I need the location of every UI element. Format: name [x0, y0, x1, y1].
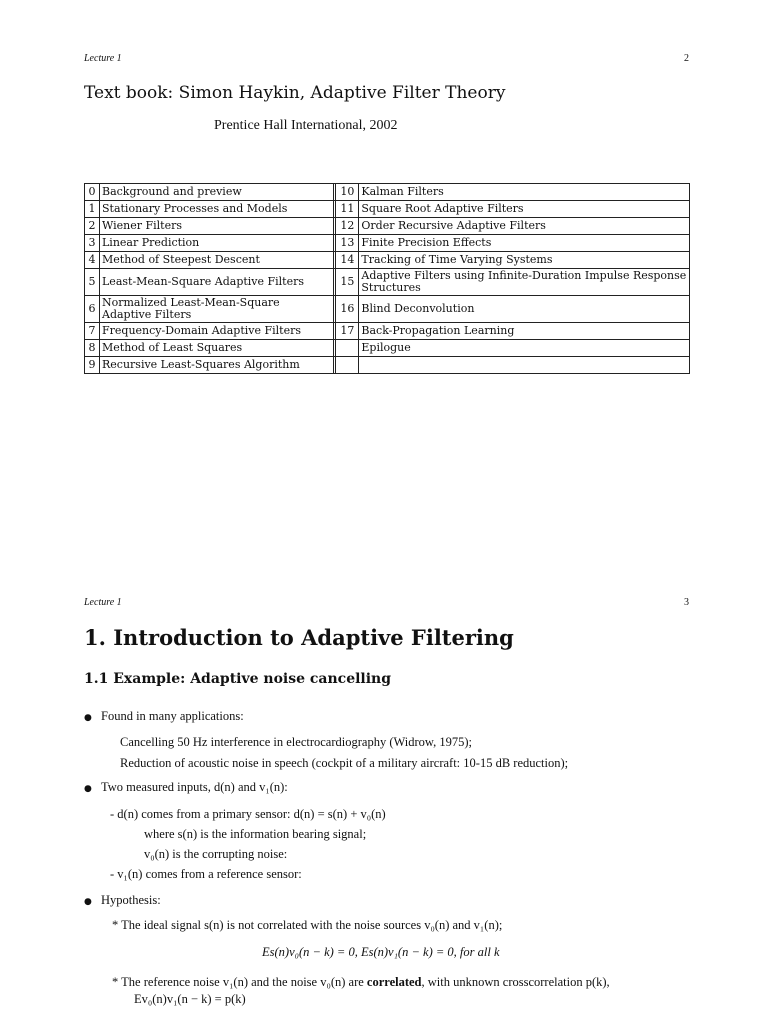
- body-line: Cancelling 50 Hz interference in electrocardiography (Widrow, 1975);: [120, 735, 473, 749]
- chapter-row: [85, 235, 690, 252]
- chapter-row: [85, 323, 690, 340]
- chapter-number: 7: [85, 323, 100, 340]
- body-line: v₀(n) is the corrupting noise:: [144, 847, 288, 861]
- chapter-number: 9: [85, 357, 100, 374]
- chapter-number: 2: [85, 218, 100, 235]
- publisher-line: Prentice Hall International, 2002: [214, 118, 398, 133]
- chapter-number: 10: [336, 184, 359, 201]
- chapter-row: [85, 340, 690, 357]
- bullet-marker: ●: [84, 713, 92, 723]
- chapter-number: 4: [85, 252, 100, 269]
- chapter-number: [336, 357, 359, 374]
- bullet-text: Found in many applications:: [101, 709, 244, 723]
- body-line: Reduction of acoustic noise in speech (cockpit of a military aircraft: 10-15 dB reduction);: [120, 756, 569, 770]
- chapter-number: 0: [85, 184, 100, 201]
- chapter-title: Tracking of Time Varying Systems: [359, 252, 690, 269]
- chapter-title: Finite Precision Effects: [359, 235, 690, 252]
- equation: Es(n)v₀(n − k) = 0, Es(n)v₁(n − k) = 0, for all k: [262, 945, 500, 959]
- chapter-row: [85, 184, 690, 201]
- chapter-row: [85, 269, 690, 296]
- chapter-number: 14: [336, 252, 359, 269]
- bullet-marker: ●: [84, 784, 92, 794]
- chapter-title: Adaptive Filters using Infinite-Duration Impulse Response Structures: [359, 269, 690, 296]
- chapter-row: [85, 201, 690, 218]
- chapter-row: [85, 252, 690, 269]
- chapter-title: Back-Propagation Learning: [359, 323, 690, 340]
- chapter-title: Method of Steepest Descent: [100, 252, 334, 269]
- chapter-title: Recursive Least-Squares Algorithm: [100, 357, 334, 374]
- chapter-number: 13: [336, 235, 359, 252]
- chapter-number: 5: [85, 269, 100, 296]
- chapter-row: [85, 296, 690, 323]
- chapter-number: 11: [336, 201, 359, 218]
- dash-item: - d(n) comes from a primary sensor: d(n) = s(n) + v₀(n): [110, 807, 386, 821]
- hypothesis-text: , with unknown crosscorrelation p(k),: [421, 975, 610, 989]
- bullet-text: Hypothesis:: [101, 893, 161, 907]
- chapter-title: Order Recursive Adaptive Filters: [359, 218, 690, 235]
- chapter-title: Epilogue: [359, 340, 690, 357]
- page-number: 2: [684, 53, 689, 64]
- chapter-row: [85, 357, 690, 374]
- body-line: where s(n) is the information bearing signal;: [144, 827, 367, 841]
- chapter-number: 17: [336, 323, 359, 340]
- chapter-title: Wiener Filters: [100, 218, 334, 235]
- equation-inline: Ev₀(n)v₁(n − k) = p(k): [134, 992, 246, 1006]
- chapter-title: Frequency-Domain Adaptive Filters: [100, 323, 334, 340]
- hypothesis-text: * The reference noise v₁(n) and the noise v₀(n) are: [112, 975, 364, 989]
- chapter-number: 12: [336, 218, 359, 235]
- chapter-title: Kalman Filters: [359, 184, 690, 201]
- chapter-title: Linear Prediction: [100, 235, 334, 252]
- chapter-title: Square Root Adaptive Filters: [359, 201, 690, 218]
- chapter-title: [359, 357, 690, 374]
- chapter-number: 15: [336, 269, 359, 296]
- chapter-table: [84, 183, 690, 374]
- chapter-number: 8: [85, 340, 100, 357]
- chapter-title: Stationary Processes and Models: [100, 201, 334, 218]
- chapter-title: Method of Least Squares: [100, 340, 334, 357]
- chapter-title: Normalized Least-Mean-Square Adaptive Filters: [100, 296, 334, 323]
- chapter-title: Least-Mean-Square Adaptive Filters: [100, 269, 334, 296]
- emphasis-correlated: correlated: [366, 975, 422, 989]
- chapter-number: [336, 340, 359, 357]
- page-number: 3: [684, 597, 689, 608]
- section-title: 1.1 Example: Adaptive noise cancelling: [84, 671, 392, 687]
- textbook-title: Text book: Simon Haykin, Adaptive Filter Theory: [84, 83, 506, 103]
- bullet-marker: ●: [84, 897, 92, 907]
- chapter-number: 1: [85, 201, 100, 218]
- chapter-number: 16: [336, 296, 359, 323]
- chapter-title: 1. Introduction to Adaptive Filtering: [84, 625, 514, 650]
- chapter-number: 3: [85, 235, 100, 252]
- chapter-title: Background and preview: [100, 184, 334, 201]
- running-header: Lecture 1: [84, 53, 122, 64]
- chapter-row: [85, 218, 690, 235]
- chapter-number: 6: [85, 296, 100, 323]
- bullet-text: Two measured inputs, d(n) and v₁(n):: [101, 780, 288, 794]
- dash-item: - v₁(n) comes from a reference sensor:: [110, 867, 302, 881]
- hypothesis-item: [112, 975, 610, 990]
- running-header: Lecture 1: [84, 597, 122, 608]
- hypothesis-item: * The ideal signal s(n) is not correlated with the noise sources v₀(n) and v₁(n);: [112, 918, 503, 932]
- chapter-title: Blind Deconvolution: [359, 296, 690, 323]
